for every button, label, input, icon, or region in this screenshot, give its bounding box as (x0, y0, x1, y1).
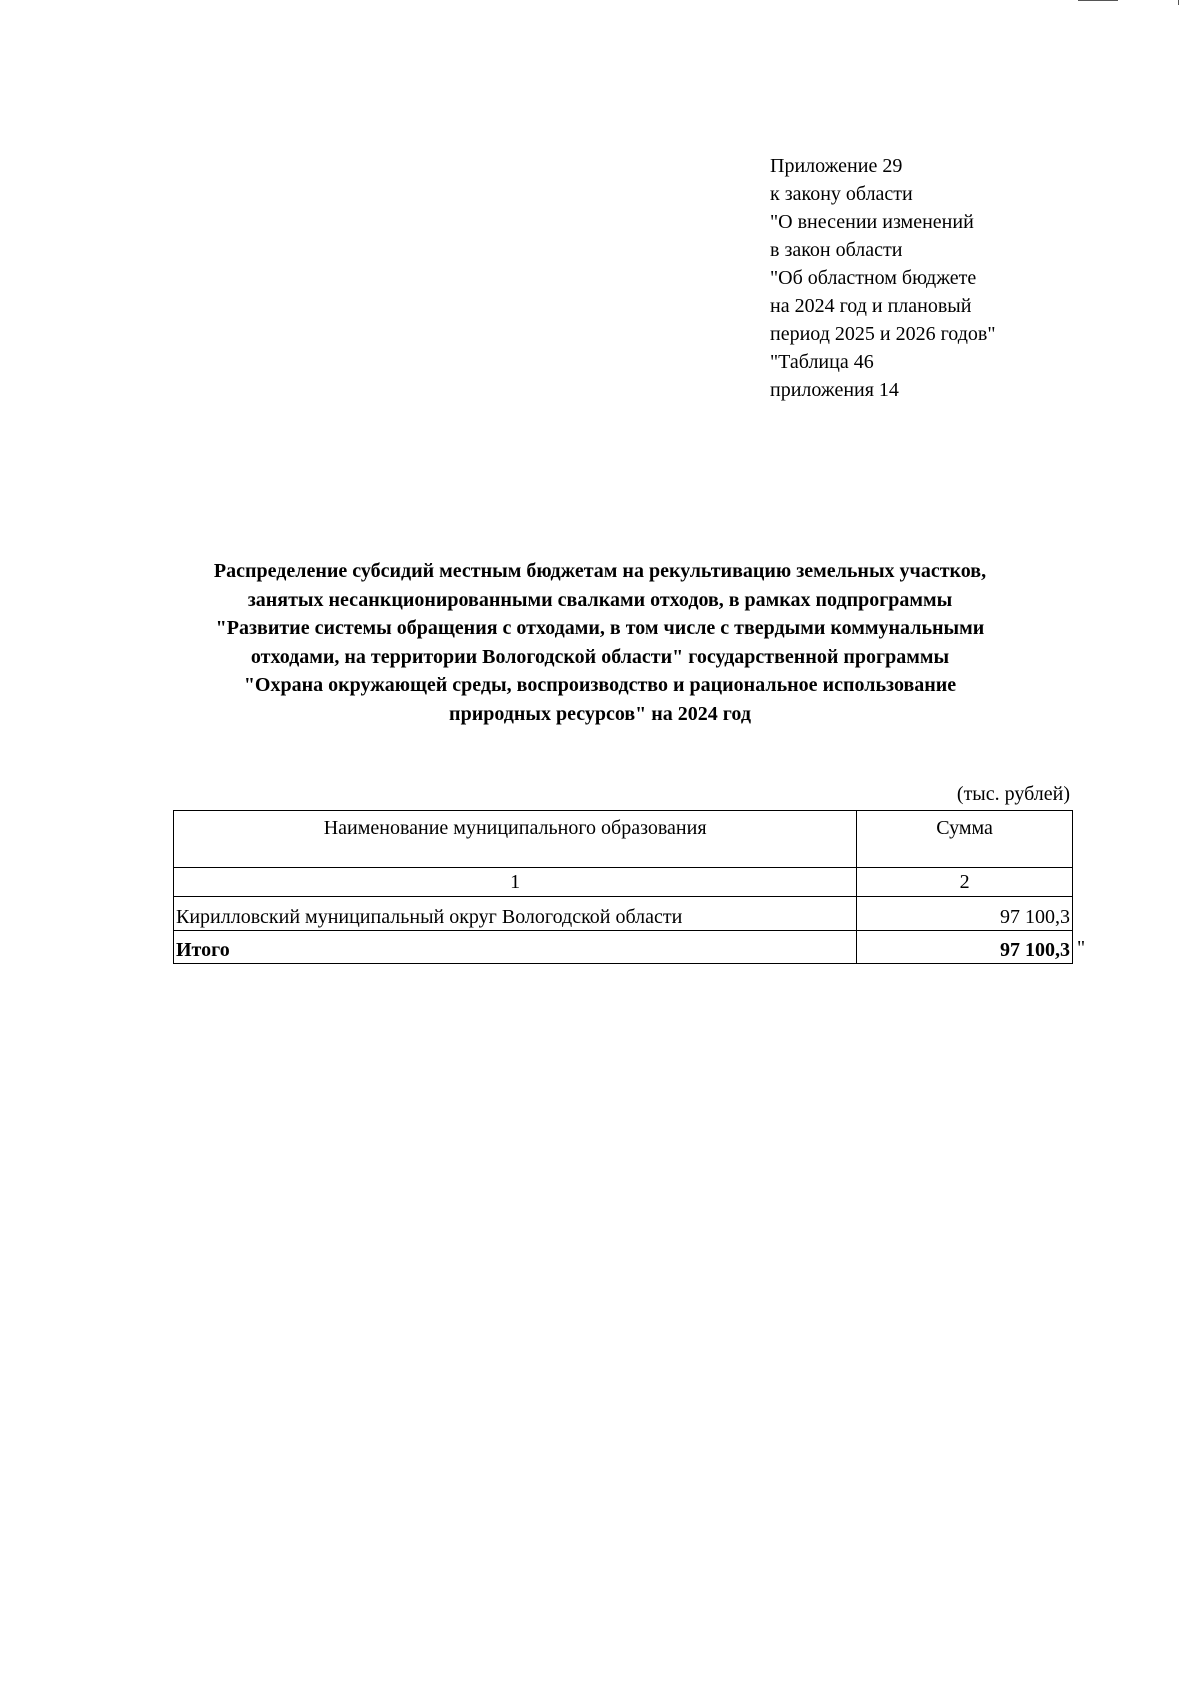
appendix-line: "Таблица 46 (770, 351, 874, 373)
appendix-line: период 2025 и 2026 годов" (770, 323, 996, 345)
appendix-line: приложения 14 (770, 379, 899, 401)
title-line: "Развитие системы обращения с отходами, в том числе с твердыми коммунальными (215, 617, 985, 639)
appendix-line: в закон области (770, 239, 903, 261)
document-title (150, 557, 1050, 728)
column-number: 1 (174, 868, 857, 897)
appendix-line: к закону области (770, 183, 913, 205)
title-line: природных ресурсов" на 2024 год (449, 702, 751, 725)
table-row (174, 897, 1073, 931)
appendix-line: Приложение 29 (770, 155, 903, 177)
total-label: Итого (174, 931, 857, 964)
subsidy-sum: 97 100,3 (857, 897, 1073, 931)
header-sum: Сумма (857, 811, 1073, 868)
closing-quote: " (1077, 937, 1086, 959)
column-number: 2 (857, 868, 1073, 897)
title-line: занятых несанкционированными свалками отходов, в рамках подпрограммы (247, 588, 953, 611)
units-label: (тыс. рублей) (956, 783, 1070, 805)
appendix-line: на 2024 год и плановый (770, 295, 972, 317)
title-line: "Охрана окружающей среды, воспроизводство и рациональное использование (243, 674, 957, 696)
municipality-name: Кирилловский муниципальный округ Вологодской области (174, 897, 857, 931)
scan-edge-mark (1078, 0, 1118, 3)
column-number-row (174, 868, 1073, 897)
title-line: Распределение субсидий местным бюджетам на рекультивацию земельных участков, (213, 560, 987, 582)
total-sum: 97 100,3 (857, 931, 1073, 964)
appendix-line: "Об областном бюджете (770, 267, 977, 289)
total-row (174, 931, 1073, 964)
subsidy-table (173, 810, 1073, 964)
header-municipality: Наименование муниципального образования (174, 811, 857, 868)
title-line: отходами, на территории Вологодской области" государственной программы (250, 645, 950, 668)
appendix-line: "О внесении изменений (770, 211, 974, 233)
table-header-row (174, 811, 1073, 868)
appendix-block (770, 152, 996, 404)
scan-edge-tick (1178, 0, 1179, 5)
